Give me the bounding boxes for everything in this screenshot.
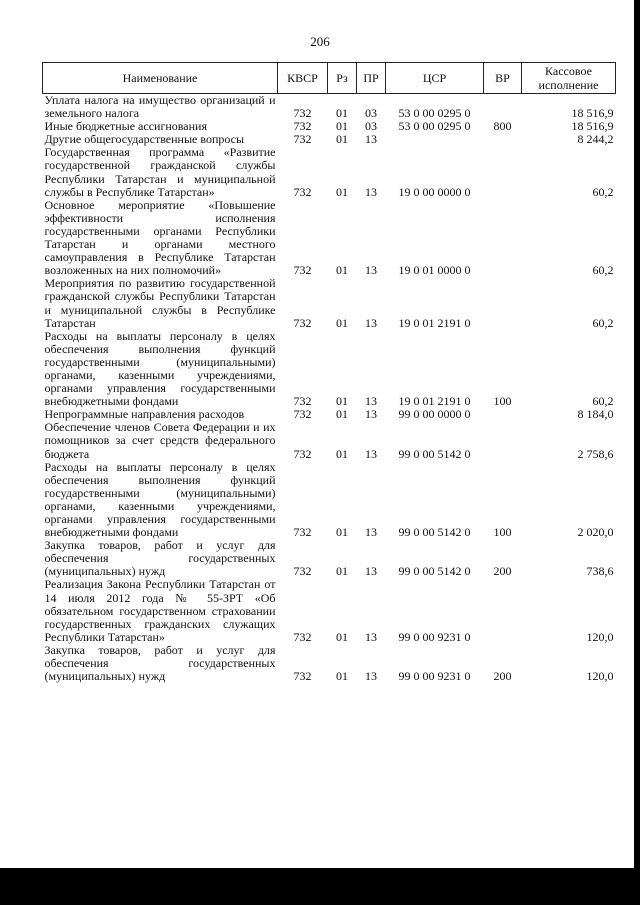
row-amount: 2 020,0 bbox=[577, 525, 614, 540]
row-kvsr: 732 bbox=[293, 394, 312, 409]
row-csr: 19 0 01 2191 0 bbox=[398, 315, 471, 330]
table-row bbox=[43, 94, 616, 121]
row-csr: 99 0 00 9231 0 bbox=[398, 629, 471, 644]
row-csr bbox=[386, 133, 484, 146]
header-csr: ЦСР bbox=[386, 63, 484, 94]
row-kvsr: 732 bbox=[293, 106, 312, 121]
row-name: Расходы на выплаты персоналу в целях обеспечения выполнения функций государственными (муниципальными) органами, казенными учреждениями, органами управления государственными внебюджетными фондами bbox=[44, 328, 276, 409]
row-csr: 19 0 01 2191 0 bbox=[398, 394, 471, 409]
row-rz: 01 bbox=[336, 132, 348, 147]
row-amount: 18 516,9 bbox=[571, 119, 614, 134]
page-number: 206 bbox=[310, 34, 330, 49]
row-vr: 100 bbox=[493, 394, 512, 409]
row-csr: 99 0 00 5142 0 bbox=[398, 525, 471, 540]
row-pr: 03 bbox=[365, 119, 377, 134]
row-vr: 200 bbox=[493, 564, 512, 579]
row-kvsr: 732 bbox=[293, 446, 312, 461]
row-csr: 19 0 01 0000 0 bbox=[398, 263, 471, 278]
row-csr: 53 0 00 0295 0 bbox=[398, 119, 471, 134]
row-name: Государственная программа «Развитие государственной гражданской службы Республики Татарстан и муниципальной службы в Республике Татарстан» bbox=[44, 145, 276, 199]
row-rz: 01 bbox=[336, 106, 348, 121]
row-vr bbox=[484, 146, 522, 198]
row-kvsr: 732 bbox=[293, 564, 312, 579]
table-row bbox=[43, 539, 616, 578]
row-rz: 01 bbox=[336, 119, 348, 134]
row-csr: 99 0 00 5142 0 bbox=[398, 564, 471, 579]
row-amount: 60,2 bbox=[592, 394, 614, 409]
row-name: Реализация Закона Республики Татарстан от 14 июля 2012 года № 55-ЗРТ «Об обязательном государственном страховании государственных гражданских служащих Республики Татарстан» bbox=[44, 577, 276, 644]
row-name: Расходы на выплаты персоналу в целях обеспечения выполнения функций государственными (муниципальными) органами, казенными учреждениями, органами управления государственными внебюджетными фондами bbox=[44, 459, 276, 540]
row-amount: 60,2 bbox=[592, 315, 614, 330]
row-vr bbox=[484, 94, 522, 121]
row-pr: 13 bbox=[365, 446, 377, 461]
row-rz: 01 bbox=[336, 394, 348, 409]
row-vr bbox=[484, 133, 522, 146]
row-vr bbox=[484, 199, 522, 278]
row-name: Уплата налога на имущество организаций и земельного налога bbox=[44, 93, 276, 121]
row-vr bbox=[484, 578, 522, 643]
row-name: Иные бюджетные ассигнования bbox=[44, 119, 207, 134]
row-rz: 01 bbox=[336, 564, 348, 579]
row-kvsr: 732 bbox=[293, 132, 312, 147]
row-kvsr: 732 bbox=[293, 407, 312, 422]
row-csr: 19 0 00 0000 0 bbox=[398, 184, 471, 199]
row-vr: 800 bbox=[493, 119, 512, 134]
table-header-row bbox=[43, 63, 616, 94]
table-row bbox=[43, 277, 616, 329]
row-amount: 120,0 bbox=[586, 629, 614, 644]
row-vr: 200 bbox=[493, 669, 512, 684]
row-pr: 13 bbox=[365, 407, 377, 422]
table-row bbox=[43, 146, 616, 198]
row-pr: 13 bbox=[365, 132, 377, 147]
header-vr: ВР bbox=[484, 63, 522, 94]
row-kvsr: 732 bbox=[293, 525, 312, 540]
table-row bbox=[43, 644, 616, 683]
budget-table bbox=[42, 62, 616, 683]
row-pr: 13 bbox=[365, 564, 377, 579]
header-name: Наименование bbox=[43, 63, 278, 94]
row-csr: 99 0 00 9231 0 bbox=[398, 669, 471, 684]
header-kvsr: КВСР bbox=[278, 63, 328, 94]
row-csr: 99 0 00 5142 0 bbox=[398, 446, 471, 461]
row-csr: 53 0 00 0295 0 bbox=[398, 106, 471, 121]
header-pr: ПР bbox=[357, 63, 386, 94]
row-rz: 01 bbox=[336, 669, 348, 684]
row-pr: 13 bbox=[365, 394, 377, 409]
row-pr: 13 bbox=[365, 669, 377, 684]
row-amount: 8 184,0 bbox=[577, 407, 614, 422]
row-name: Основное мероприятие «Повышение эффективности исполнения государственными органами Республики Татарстан и органами местного самоуправления в Республике Татарстан возложенных на них полномочий» bbox=[44, 197, 276, 278]
scan-border-right bbox=[634, 0, 640, 905]
row-name: Непрограммные направления расходов bbox=[44, 407, 245, 422]
row-kvsr: 732 bbox=[293, 629, 312, 644]
row-vr: 100 bbox=[493, 525, 512, 540]
table-row bbox=[43, 461, 616, 540]
row-pr: 13 bbox=[365, 525, 377, 540]
row-name: Обеспечение членов Совета Федерации и их помощников за счет средств федерального бюджета bbox=[44, 420, 276, 461]
row-amount: 18 516,9 bbox=[571, 106, 614, 121]
row-name: Мероприятия по развитию государственной гражданской службы Республики Татарстан и муниципальной службы в Республике Татарстан bbox=[44, 276, 276, 330]
table-row bbox=[43, 199, 616, 278]
row-amount: 120,0 bbox=[586, 669, 614, 684]
row-vr bbox=[484, 421, 522, 460]
row-pr: 13 bbox=[365, 629, 377, 644]
row-rz: 01 bbox=[336, 184, 348, 199]
row-rz: 01 bbox=[336, 525, 348, 540]
header-rz: Рз bbox=[328, 63, 357, 94]
scan-border-bottom bbox=[0, 868, 640, 905]
row-vr bbox=[484, 408, 522, 421]
row-amount: 2 758,6 bbox=[577, 446, 614, 461]
row-csr: 99 0 00 0000 0 bbox=[398, 407, 471, 422]
row-rz: 01 bbox=[336, 629, 348, 644]
row-kvsr: 732 bbox=[293, 119, 312, 134]
header-execution: Кассовое исполнение bbox=[522, 63, 616, 94]
row-kvsr: 732 bbox=[293, 263, 312, 278]
row-name: Закупка товаров, работ и услуг для обеспечения государственных (муниципальных) нужд bbox=[44, 642, 276, 684]
row-rz: 01 bbox=[336, 407, 348, 422]
row-pr: 13 bbox=[365, 184, 377, 199]
row-pr: 03 bbox=[365, 106, 377, 121]
row-name: Закупка товаров, работ и услуг для обеспечения государственных (муниципальных) нужд bbox=[44, 538, 276, 579]
row-rz: 01 bbox=[336, 263, 348, 278]
row-kvsr: 732 bbox=[293, 669, 312, 684]
table-row bbox=[43, 330, 616, 409]
row-amount: 60,2 bbox=[592, 184, 614, 199]
row-amount: 60,2 bbox=[592, 263, 614, 278]
row-pr: 13 bbox=[365, 315, 377, 330]
row-rz: 01 bbox=[336, 446, 348, 461]
row-vr bbox=[484, 277, 522, 329]
row-kvsr: 732 bbox=[293, 315, 312, 330]
row-pr: 13 bbox=[365, 263, 377, 278]
row-kvsr: 732 bbox=[293, 184, 312, 199]
row-name: Другие общегосударственные вопросы bbox=[44, 132, 245, 147]
table-row bbox=[43, 578, 616, 643]
row-rz: 01 bbox=[336, 315, 348, 330]
table-row bbox=[43, 421, 616, 460]
row-amount: 738,6 bbox=[586, 564, 614, 579]
row-amount: 8 244,2 bbox=[577, 132, 614, 147]
